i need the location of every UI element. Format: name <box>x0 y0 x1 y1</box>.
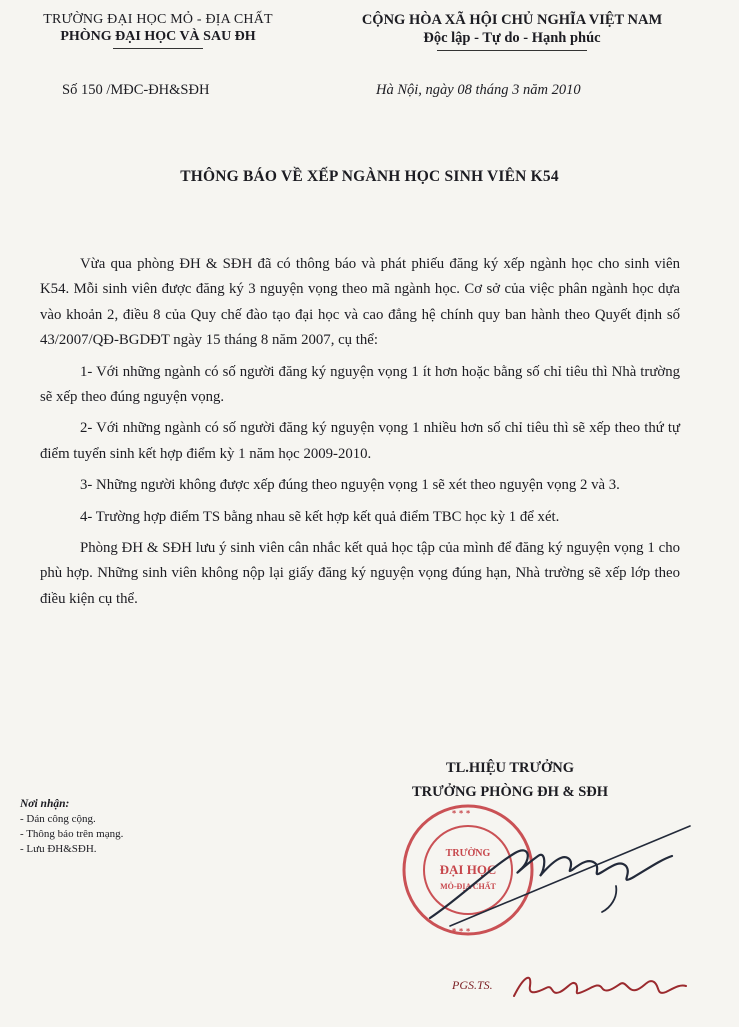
paragraph-note: Phòng ĐH & SĐH lưu ý sinh viên cân nhắc kết quả học tập của mình để đăng ký nguyện vọng 1 cho phù hợp. Những sinh viên không nộp lại giấy đăng ký nguyện vọng đúng hạn, Nhà trường sẽ xếp lớp theo điều kiện cụ thể. <box>40 540 680 607</box>
recipients-block <box>20 797 123 857</box>
issuer-header <box>18 12 298 49</box>
paragraph-rule-3: 3- Những người không được xếp đúng theo nguyện vọng 1 sẽ xét theo nguyện vọng 2 và 3. <box>80 477 620 494</box>
recipients-heading: Nơi nhận: <box>20 798 70 810</box>
document-number: Số 150 /MĐC-ĐH&SĐH <box>62 82 210 98</box>
document-title: THÔNG BÁO VỀ XẾP NGÀNH HỌC SINH VIÊN K54 <box>180 168 559 185</box>
national-motto: Độc lập - Tự do - Hạnh phúc <box>423 30 601 46</box>
paragraph-rule-4: 4- Trường hợp điểm TS bằng nhau sẽ kết hợp kết quả điểm TBC học kỳ 1 để xét. <box>80 508 560 525</box>
signer-prefix: PGS.TS. <box>452 978 493 992</box>
department-name: PHÒNG ĐẠI HỌC VÀ SAU ĐH <box>60 29 256 44</box>
paragraph-rule-1: 1- Với những ngành có số người đăng ký nguyện vọng 1 ít hơn hoặc bằng số chỉ tiêu thì Nhà trường sẽ xếp theo đúng nguyện vọng. <box>40 363 680 406</box>
signature-block <box>360 756 660 804</box>
svg-text:* * *: * * * <box>452 927 471 936</box>
svg-text:* * *: * * * <box>452 809 471 818</box>
seal-line-1: TRƯỜNG <box>445 848 491 859</box>
document-body <box>40 252 680 618</box>
paragraph-intro: Vừa qua phòng ĐH & SĐH đã có thông báo và phát phiếu đăng ký xếp ngành học cho sinh viên K54. Mỗi sinh viên được đăng ký 3 nguyện vọng theo mã ngành học. Cơ sở của việc phân ngành học dựa vào khoản 2, điều 8 của Quy chế đào tạo đại học và cao đẳng hệ chính quy ban hành theo Quyết định số 43/2007/QĐ-BGDĐT ngày 15 tháng 8 năm 2007, cụ thể: <box>40 256 680 349</box>
seal-line-2: ĐẠI HỌC <box>439 862 497 877</box>
motto-underline <box>437 50 587 51</box>
signature-line-1: TL.HIỆU TRƯỞNG <box>445 760 575 776</box>
recipient-item: - Thông báo trên mạng. <box>20 828 124 840</box>
issuer-underline <box>113 48 203 49</box>
recipient-item: - Lưu ĐH&SĐH. <box>20 843 97 855</box>
place-date: Hà Nội, ngày 08 tháng 3 năm 2010 <box>376 82 581 98</box>
signature-line-2: TRƯỞNG PHÒNG ĐH & SĐH <box>411 784 609 800</box>
signer-name-signature-icon <box>510 966 690 1006</box>
national-title: CỘNG HÒA XÃ HỘI CHỦ NGHĨA VIỆT NAM <box>361 12 663 28</box>
university-name: TRƯỜNG ĐẠI HỌC MỎ - ĐỊA CHẤT <box>43 12 273 27</box>
handwritten-signature-icon <box>420 808 700 928</box>
paragraph-rule-2: 2- Với những ngành có số người đăng ký nguyện vọng 1 nhiều hơn số chỉ tiêu thì sẽ xếp theo thứ tự điểm tuyển sinh kết hợp điểm kỳ 1 năm học 2009-2010. <box>40 420 680 462</box>
recipient-item: - Dán công cộng. <box>20 813 96 825</box>
national-header <box>312 12 712 51</box>
seal-line-3: MỎ-ĐỊA CHẤT <box>440 882 496 891</box>
